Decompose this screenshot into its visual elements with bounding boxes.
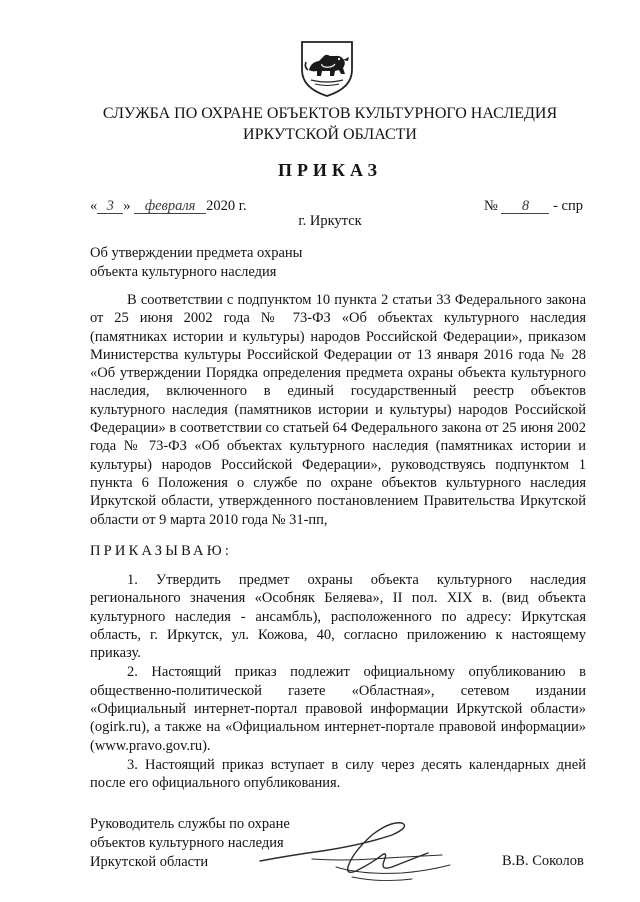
order-item: 2. Настоящий приказ подлежит официальному опубликованию в общественно-политической газете «Областная», сетевом издании «Официальный интернет-портал правовой информации Иркутской области» (ogirk.ru), а также на «Официальном интернет-портале правовой информации» (www.pravo.gov.ru). bbox=[90, 664, 586, 754]
handwritten-signature-icon bbox=[252, 815, 457, 887]
signer-name: В.В. Соколов bbox=[502, 853, 584, 869]
document-subject bbox=[90, 244, 302, 282]
number-value: 8 bbox=[501, 199, 549, 214]
irkutsk-coat-of-arms-icon bbox=[299, 40, 355, 98]
document-type-title: ПРИКАЗ bbox=[277, 160, 383, 180]
number-prefix: № bbox=[484, 198, 498, 214]
signer-title-line: Руководитель службы по охране bbox=[90, 816, 290, 832]
number-suffix: - спр bbox=[553, 198, 583, 214]
signer-title-line: Иркутской области bbox=[90, 854, 209, 870]
agency-name: СЛУЖБА ПО ОХРАНЕ ОБЪЕКТОВ КУЛЬТУРНОГО НАСЛЕДИЯ ИРКУТСКОЙ ОБЛАСТИ bbox=[102, 105, 558, 143]
date-day: 3 bbox=[97, 199, 123, 214]
order-item: 3. Настоящий приказ вступает в силу через десять календарных дней после его официального опубликования. bbox=[90, 756, 586, 792]
preamble-paragraph bbox=[90, 291, 586, 529]
preamble-text: В соответствии с подпунктом 10 пункта 2 статьи 33 Федерального закона от 25 июня 2002 года № 73-ФЗ «Об объектах культурного наследия (памятниках истории и культуры) народов Российской Федерации», приказом Министерства культуры Российской Федерации от 13 января 2016 года № 28 «Об утверждении Порядка определения предмета охраны объекта культурного наследия, включенного в единый государственный реестр объектов культурного наследия (памятников истории и культуры) народов Российской Федерации» в соответствии со статьей 64 Федерального закона от 25 июня 2002 года № 73-ФЗ «Об объектах культурного наследия (памятниках истории и культуры) народов Российской Федерации», руководствуясь подпунктом 1 пункта 6 Положения о службе по охране объектов культурного наследия Иркутской области, утвержденного постановлением Правительства Иркутской области от 9 марта 2010 года № 31-пп, bbox=[90, 292, 586, 528]
order-word: ПРИКАЗЫВАЮ: bbox=[90, 543, 233, 559]
subject-line: Об утверждении предмета охраны bbox=[90, 245, 303, 261]
date-open-quote: « bbox=[90, 198, 98, 214]
order-items bbox=[90, 571, 586, 794]
subject-line: объекта культурного наследия bbox=[90, 264, 277, 280]
signer-title-line: объектов культурного наследия bbox=[90, 835, 284, 851]
document-city: г. Иркутск bbox=[298, 213, 362, 229]
order-item: 1. Утвердить предмет охраны объекта культурного наследия регионального значения «Особняк Беляева», II пол. XIX в. (вид объекта культурного наследия - ансамбль), расположенного по адресу: Иркутская область, г. Иркутск, ул. Кожова, 40, согласно приложению к настоящему приказу. bbox=[90, 572, 586, 662]
date-year: 2020 г. bbox=[206, 198, 247, 214]
date-month: февраля bbox=[134, 199, 206, 214]
date-close-quote: » bbox=[123, 198, 131, 214]
